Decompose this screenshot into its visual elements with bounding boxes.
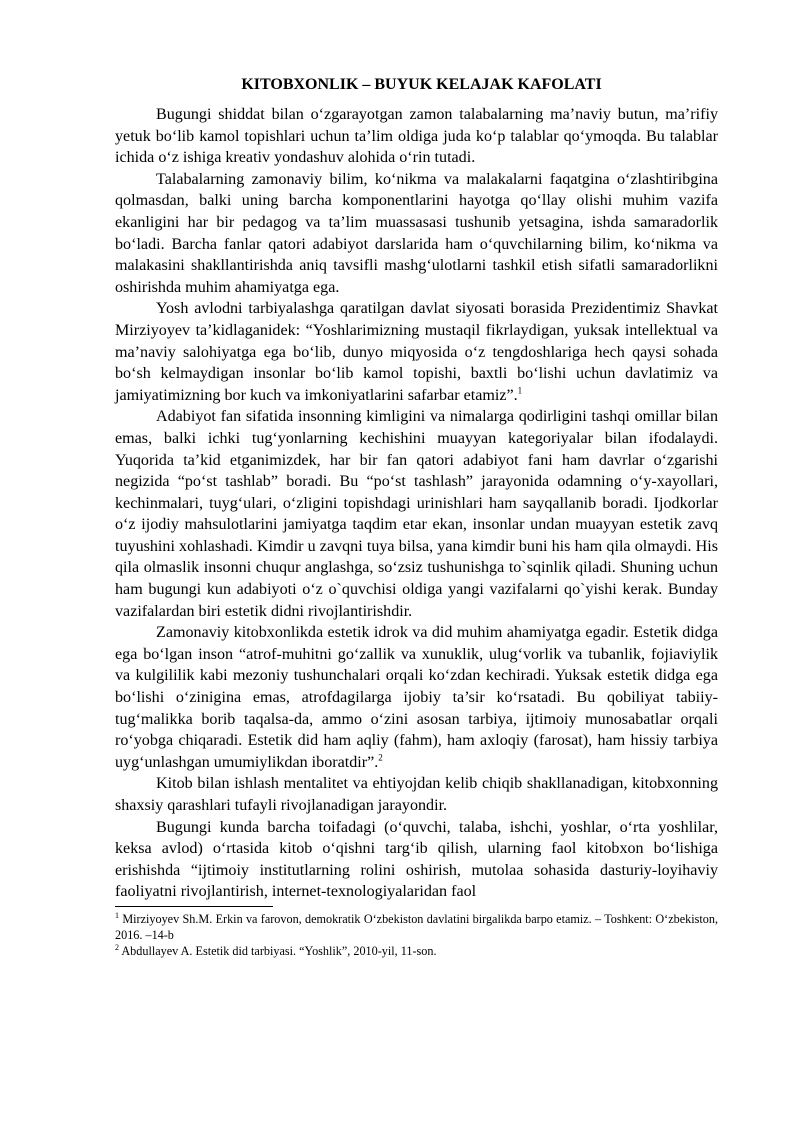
footnote-ref-1[interactable]: 1 [517, 385, 523, 396]
footnote-2 [115, 943, 718, 959]
footnote-divider [115, 906, 273, 907]
paragraph-5-text: Zamonaviy kitobxonlikda estetik idrok va did muhim ahamiyatga egadir. Estetik didga ega bo‘lgan inson “atrof-muhitni go‘zallik va xunuklik, ulug‘vorlik va tubanlik, fojiaviylik va kulgililik kabi mezoniy tushunchalari orqali ko‘zdan kechiradi. Yuksak estetik didga ega bo‘lishi o‘zinigina emas, atrofdagilarga ijobiy ta’sir ko‘rsatadi. Bu qobiliyat tabiiy-tug‘malikka borib taqalsa-da, ammo o‘zini asosan tarbiya, ijtimoiy munosabatlar orqali ro‘yobga chiqaradi. Estetik did ham aqliy (fahm), ham axloqiy (farosat), ham hissiy tarbiya uyg‘unlashgan umumiylikdan iboratdir”. [115, 624, 718, 771]
footnote-mark-1: 1 [115, 910, 119, 920]
footnote-1-text: Mirziyoyev Sh.M. Erkin va farovon, demokratik O‘zbekiston davlatini birgalikda barpo etamiz. – Toshkent: O‘zbekiston, 2016. –14-b [115, 911, 719, 942]
paragraph-6: Kitob bilan ishlash mentalitet va ehtiyojdan kelib chiqib shakllanadigan, kitobxonning shaxsiy qarashlari tufayli rivojlanadigan jarayondir. [115, 775, 718, 814]
footnotes [115, 911, 718, 959]
article-body [115, 104, 718, 903]
footnote-ref-2[interactable]: 2 [378, 752, 383, 763]
article-title: KITOBXONLIK – BUYUK KELAJAK KAFOLATI [241, 76, 602, 93]
footnote-1 [115, 911, 718, 943]
footnote-2-text: Abdullayev A. Estetik did tarbiyasi. “Yoshlik”, 2010-yil, 11-son. [121, 943, 437, 958]
footnote-mark-2: 2 [115, 942, 119, 952]
paragraph-7: Bugungi kunda barcha toifadagi (o‘quvchi, talaba, ishchi, yoshlar, o‘rta yoshlilar, keksa avlod) o‘rtasida kitob o‘qishni targ‘ib qilish, ularning faol kitobxon bo‘lishiga erishishda “ijtimoiy institutlarning rolini oshirish, mutolaa sohasida dasturiy-loyihaviy faoliyatni rivojlantirish, internet-texnologiyalaridan faol [115, 818, 718, 901]
paragraph-4: Adabiyot fan sifatida insonning kimligini va nimalarga qodirligini tashqi omillar bilan emas, balki ichki tug‘yonlarning kechishini muayyan kategoriyalar bilan ifodalaydi. Yuqorida ta’kid etganimizdek, har bir fan qatori adabiyot fani ham davrlar o‘zgarishi negizida “po‘st tashlab” boradi. Bu “po‘st tashlash” jarayonida odamning o‘y-xayollari, kechinmalari, tuyg‘ulari, o‘zligini topishdagi urinishlari ham sayqallanib boradi. Ijodkorlar o‘z ijodiy mahsulotlarini jamiyatga taqdim etar ekan, insonlar undan muayyan estetik zavq tuyushini xohlashadi. Kimdir u zavqni tuya bilsa, yana kimdir buni his ham qila olmaydi. His qila olmaslik insonni chuqur anglashga, so‘zsiz tushunishga to`sqinlik qiladi. Shuning uchun ham bugungi kun adabiyoti o‘z o`quvchisi oldiga yangi vazifalarni qo`yishi kerak. Bunday vazifalardan biri estetik didni rivojlantirishdir. [115, 408, 718, 620]
paragraph-3-text: Yosh avlodni tarbiyalashga qaratilgan davlat siyosati borasida Prezidentimiz Shavkat Mirziyoyev ta’kidlaganidek: “Yoshlarimizning mustaqil fikrlaydigan, yuksak intellektual va ma’naviy salohiyatga ega bo‘lib, dunyo miqyosida o‘z tengdoshlariga hech qaysi sohada bo‘sh kelmaydigan insonlar bo‘lib kamol topishi, baxtli bo‘lishi uchun davlatimiz va jamiyatimizning bor kuch va imkoniyatlarini safarbar etamiz”. [115, 300, 718, 404]
paragraph-5 [115, 622, 718, 773]
paragraph-3 [115, 298, 718, 406]
paragraph-2: Talabalarning zamonaviy bilim, ko‘nikma va malakalarni faqatgina o‘zlashtiribgina qolmasdan, balki uning barcha komponentlarini hayotga qo‘llay olishi muhim vazifa ekanligini har bir pedagog va ta’lim muassasasi tushunib yetsagina, ishda samaradorlik bo‘ladi. Barcha fanlar qatori adabiyot darslarida ham o‘quvchilarning bilim, ko‘nikma va malakasini shakllantirishda aniq tavsifli mashg‘ulotlarni tashkil etish sifatli samaradorlikni oshirishda muhim ahamiyatga ega. [115, 170, 718, 296]
paragraph-1: Bugungi shiddat bilan o‘zgarayotgan zamon talabalarning ma’naviy butun, ma’rifiy yetuk bo‘lib kamol topishlari uchun ta’lim oldiga juda ko‘p talablar qo‘ymoqda. Bu talablar ichida o‘z ishiga kreativ yondashuv alohida o‘rin tutadi. [115, 106, 718, 167]
